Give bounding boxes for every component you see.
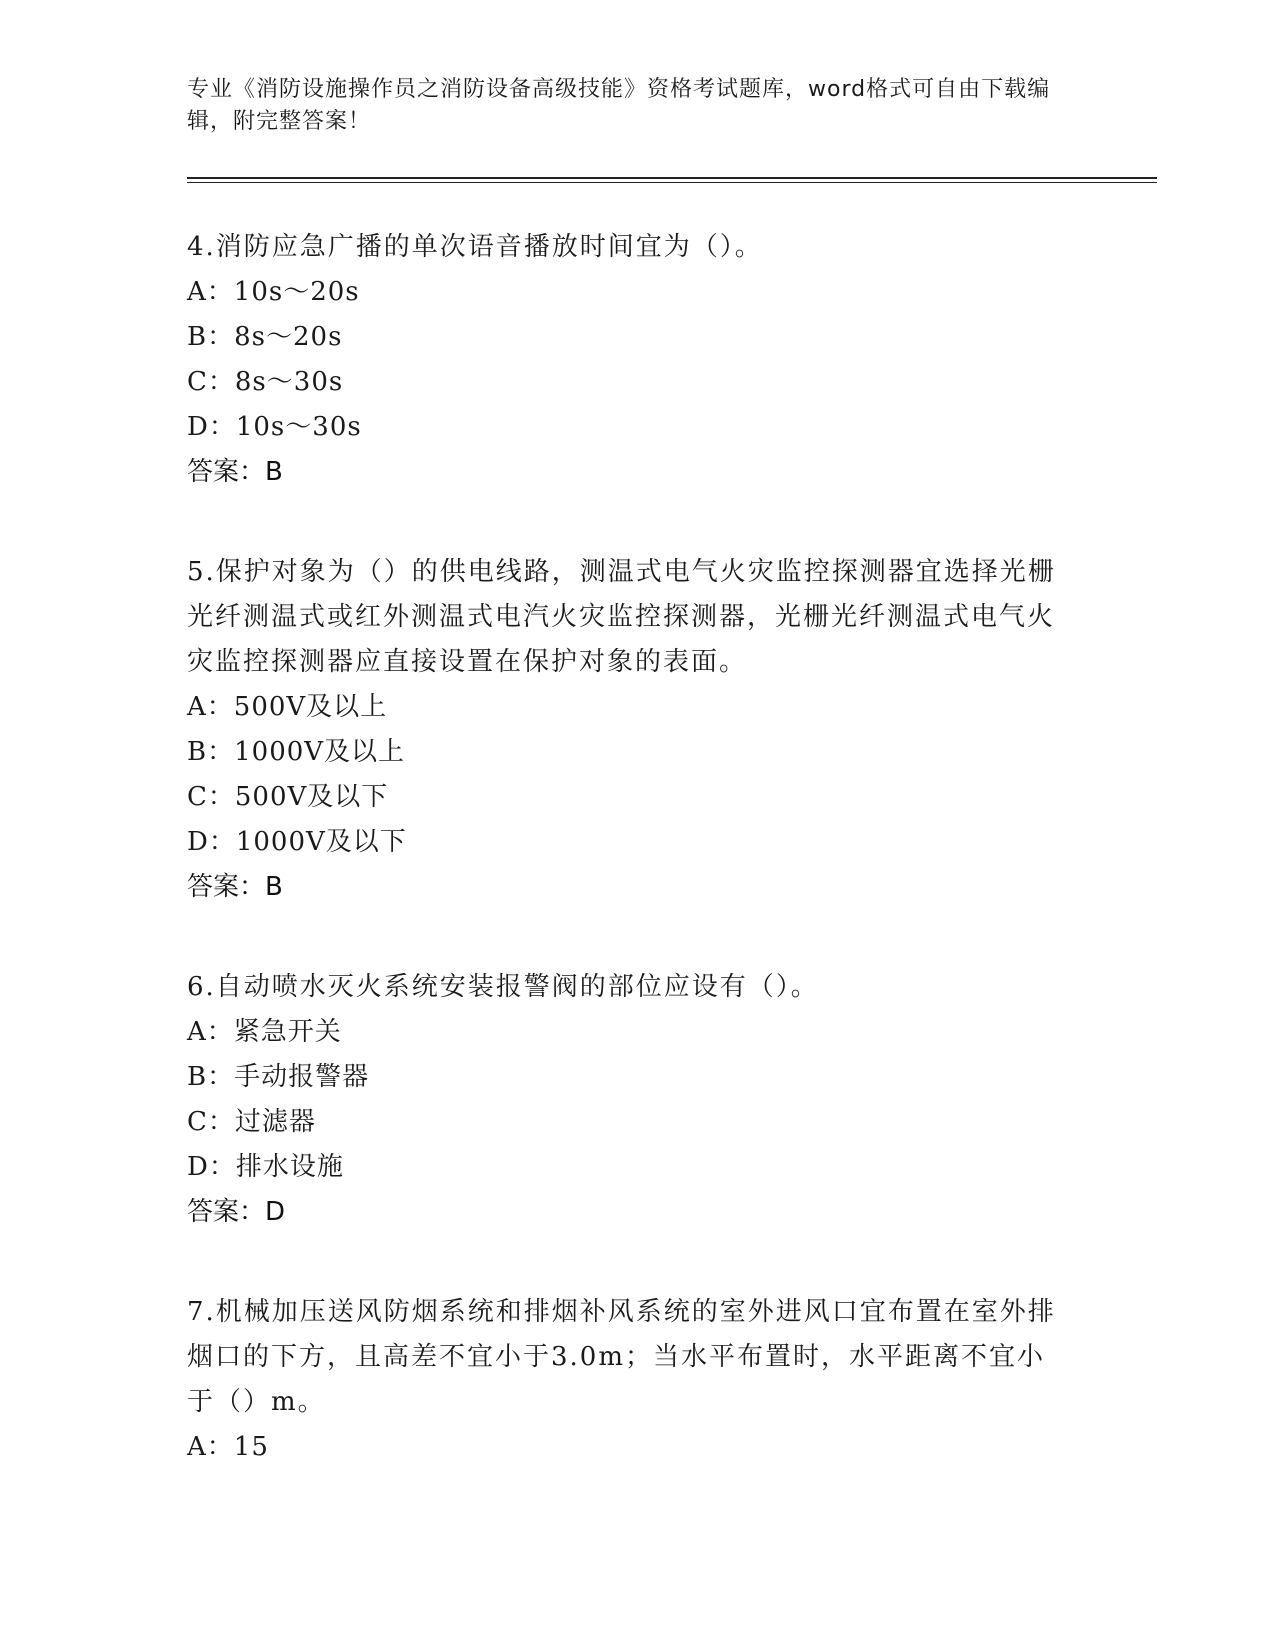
question-4 [187,225,1067,494]
option-b: B：8s～20s [187,322,343,352]
option-d: D：1000V及以下 [187,827,407,857]
question-stem: 5.保护对象为（）的供电线路，测温式电气火灾监控探测器宜选择光栅光纤测温式或红外测温式电汽火灾监控探测器，光栅光纤测温式电气火灾监控探测器应直接设置在保护对象的表面。 [187,557,1056,677]
option-c: C：500V及以下 [187,782,389,812]
question-stem: 6.自动喷水灭火系统安装报警阀的部位应设有（）。 [187,972,819,1002]
option-b: B：1000V及以上 [187,737,406,767]
option-a: A：紧急开关 [187,1017,342,1047]
option-d: D：10s～30s [187,412,362,442]
option-c: C：8s～30s [187,367,344,397]
question-5 [187,550,1067,909]
document-header: 专业《消防设施操作员之消防设备高级技能》资格考试题库，word格式可自由下载编辑，附完整答案！ [187,77,1051,134]
option-c: C：过滤器 [187,1107,316,1137]
answer: 答案：B [187,872,283,902]
option-a: A：15 [187,1432,269,1462]
question-7 [187,1290,1067,1470]
option-d: D：排水设施 [187,1152,344,1182]
header-rule-thick [187,177,1157,179]
answer: 答案：D [187,1197,286,1227]
header-rule-thin [187,182,1157,183]
answer: 答案：B [187,457,283,487]
option-b: B：手动报警器 [187,1062,370,1092]
question-stem: 7.机械加压送风防烟系统和排烟补风系统的室外进风口宜布置在室外排烟口的下方，且高差不宜小于3.0m；当水平布置时，水平距离不宜小于（）m。 [187,1297,1056,1417]
option-a: A：500V及以上 [187,692,388,722]
option-a: A：10s～20s [187,277,360,307]
question-stem: 4.消防应急广播的单次语音播放时间宜为（）。 [187,232,763,262]
question-6 [187,965,1067,1234]
